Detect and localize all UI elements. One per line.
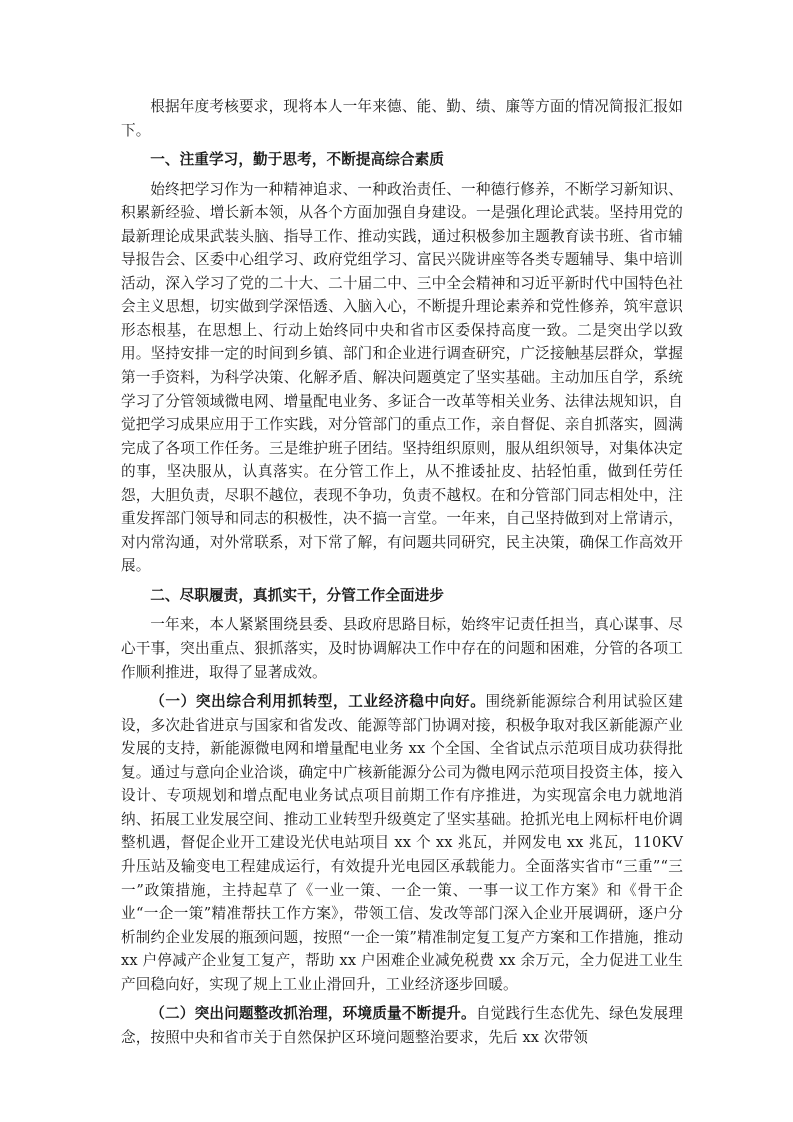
subsection2-paragraph	[121, 1002, 683, 1049]
subsection1-title: （一）突出综合利用抓转型，工业经济稳中向好。	[150, 693, 486, 711]
subsection1-paragraph	[121, 690, 683, 996]
intro-paragraph: 根据年度考核要求，现将本人一年来德、能、勤、绩、廉等方面的情况简报汇报如下。	[121, 98, 683, 139]
subsection1-body: 围绕新能源综合利用试验区建设，多次赴省进京与国家和省发改、能源等部门协调对接，积极争取对我区新能源产业发展的支持，新能源微电网和增量配电业务 xx 个全国、全省试点示范项目成功获得批复。通过与意向企业洽谈，确定中广核新能源分公司为微电网示范项目投资主体，接入设计、专项规划和增点配电业务试点项目前期工作有序推进，为实现富余电力就地消纳、拓展工业发展空间、推动工业转型升级奠定了坚实基础。抢抓光电上网标杆电价调整机遇，督促企业开工建设光伏电站项目 xx 个 xx 兆瓦，并网发电 xx 兆瓦，110KV 升压站及输变电工程建成运行，有效提升光电园区承载能力。全面落实省市“三重”“三一”政策措施，主持起草了《一业一策、一企一策、一事一议工作方案》和《骨干企业“一企一策”精准帮扶工作方案》，带领工信、发改等部门深入企业开展调研，逐户分析制约企业发展的瓶颈问题，按照“一企一策”精准制定复工复产方案和工作措施，推动 xx 户停减产企业复工复产，帮助 xx 户困难企业减免税费 xx 余万元，全力促进工业生产回稳向好，实现了规上工业止滑回升，工业经济逐步回暖。	[121, 693, 683, 993]
section1-heading: 一、注重学习，勤于思考，不断提高综合素质	[150, 151, 445, 169]
section2-heading: 二、尽职履责，真抓实干，分管工作全面进步	[150, 586, 445, 604]
section1-body: 始终把学习作为一种精神追求、一种政治责任、一种德行修养，不断学习新知识、积累新经验、增长新本领，从各个方面加强自身建设。一是强化理论武装。坚持用党的最新理论成果武装头脑、指导工作、推动实践，通过积极参加主题教育读书班、省市辅导报告会、区委中心组学习、政府党组学习、富民兴陇讲座等各类专题辅导、集中培训活动，深入学习了党的二十大、二十届二中、三中全会精神和习近平新时代中国特色社会主义思想，切实做到学深悟透、入脑入心，不断提升理论素养和党性修养，筑牢意识形态根基，在思想上、行动上始终同中央和省市区委保持高度一致。二是突出学以致用。坚持安排一定的时间到乡镇、部门和企业进行调查研究，广泛接触基层群众，掌握第一手资料，为科学决策、化解矛盾、解决问题奠定了坚实基础。主动加压自学，系统学习了分管领域微电网、增量配电业务、多证合一改革等相关业务、法律法规知识，自觉把学习成果应用于工作实践，对分管部门的重点工作，亲自督促、亲自抓落实，圆满完成了各项工作任务。三是维护班子团结。坚持组织原则，服从组织领导，对集体决定的事，坚决服从，认真落实。在分管工作上，从不推诿扯皮、拈轻怕重，做到任劳任怨，大胆负责，尽职不越位，表现不争功，负责不越权。在和分管部门同志相处中，注重发挥部门领导和同志的积极性，决不搞一言堂。一年来，自己坚持做到对上常请示，对内常沟通，对外常联系，对下常了解，有问题共同研究，民主决策，确保工作高效开展。	[121, 180, 683, 575]
subsection2-body: 自觉践行生态优先、绿色发展理念，按照中央和省市关于自然保护区环境问题整治要求，先后 xx 次带领	[121, 1005, 683, 1046]
document-page	[121, 95, 683, 1055]
section2-body: 一年来，本人紧紧围绕县委、县政府思路目标，始终牢记责任担当，真心谋事、尽心干事，突出重点、狠抓落实，及时协调解决工作中存在的问题和困难，分管的各项工作顺利推进，取得了显著成效。	[121, 616, 683, 681]
subsection2-title: （二）突出问题整改抓治理，环境质量不断提升。	[150, 1005, 476, 1023]
